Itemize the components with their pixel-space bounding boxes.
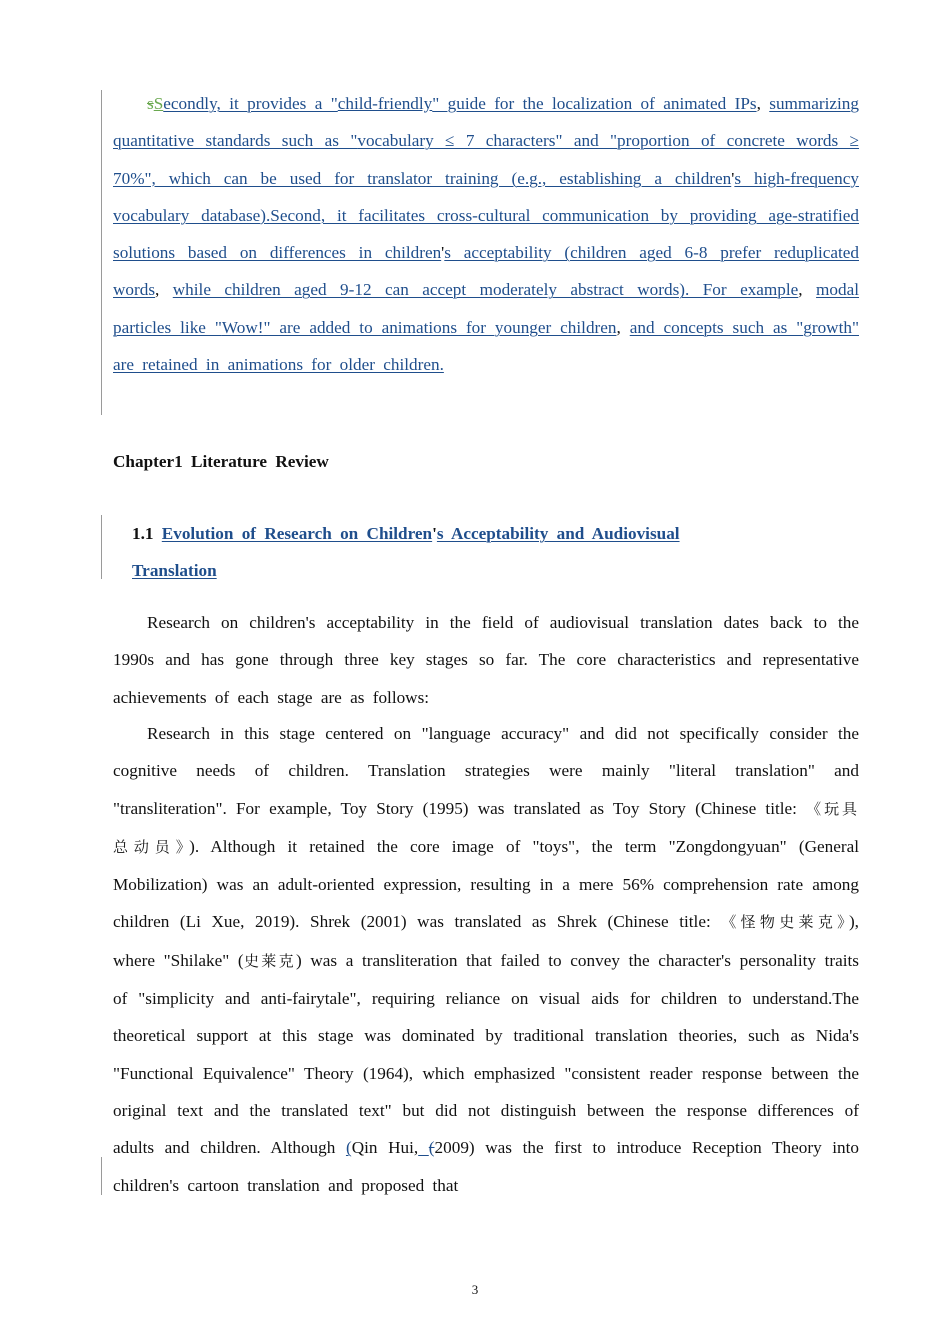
chinese-title: 《怪物史莱克》 (721, 913, 849, 932)
text: child-friendly (337, 94, 433, 113)
text: ), where "Shilake" ( (113, 912, 859, 970)
apostrophe: ' (731, 168, 735, 188)
section-title: s Acceptability and Audiovisual (436, 524, 680, 543)
text: ). Although it retained the core image of "toys", the term "Zongdongyuan" (General Mobilization) was an adult-oriented expression, resulting in a mere 56% comprehension rate among children (Li Xue, 2019). Shrek (2001) was translated as Shrek (Chinese title: (113, 836, 859, 932)
chinese-title: 《玩具总动员》 (113, 799, 859, 856)
change-bar (101, 1157, 102, 1195)
text: , (155, 280, 173, 300)
text: , (756, 94, 770, 113)
section-title: Translation (132, 561, 217, 581)
inserted-text: s acceptability (children aged 6-8 prefer reduplicated words (113, 243, 859, 300)
chapter-heading: Chapter1 Literature Review (113, 452, 329, 471)
body-paragraph[interactable] (113, 715, 859, 1204)
inserted-paren: ( (345, 1138, 352, 1158)
deleted-char: s (147, 94, 154, 113)
text: , (798, 280, 817, 300)
inserted-text: ", which can be used for translator training (e.g., establishing a children (144, 168, 732, 188)
inserted-text: s high-frequency vocabulary database).Second, it facilitates cross-cultural communication by providing age-stratified solutions based on differences in children (113, 168, 859, 263)
inserted-text: growth (803, 317, 852, 337)
inserted-text: vocabulary ≤ 7 characters (357, 131, 556, 151)
section-title: Evolution of Research on Children (161, 524, 433, 543)
deleted-paren: ( (428, 1138, 435, 1158)
inserted-char: S (153, 94, 164, 113)
text: , (616, 317, 630, 337)
apostrophe: ' (432, 524, 437, 543)
inserted-text: while children aged 9-12 can accept moderately abstract words). For example (172, 280, 799, 300)
inserted-text: summarizing quantitative standards such as " (113, 94, 859, 151)
inserted-text: Wow! (221, 317, 264, 337)
inserted-text: " and " (555, 131, 618, 151)
body-paragraph[interactable]: Research on children's acceptability in the field of audiovisual translation dates back to the 1990s and has gone through three key stages so far. The core characteristics and representative achievements of each stage are as follows: (113, 613, 859, 707)
paragraph-tracked-insertion[interactable] (113, 85, 859, 383)
section-heading[interactable] (132, 515, 792, 590)
inserted-text: proportion of concrete words ≥ 70% (113, 131, 860, 188)
section-number: 1.1 (132, 524, 162, 543)
apostrophe: ' (441, 243, 445, 263)
text: 2009) was the first to introduce Reception Theory into children's cartoon translation and proposed that (113, 1138, 860, 1195)
inserted-text: and concepts such as " (629, 317, 804, 337)
text: ) was a transliteration that failed to convey the character's personality traits of "simplicity and anti-fairytale", requiring reliance on visual aids for children to understand.The theoretical support at this stage was dominated by traditional translation theories, such as Nida's "Functional Equivalence" Theory (1964), which emphasized "consistent reader response between the original text and the translated text" but did not distinguish between the response differences of adults and children. Although (113, 950, 859, 1158)
inserted-text: " guide for the localization of animated IPs (432, 94, 757, 113)
change-bar (101, 515, 102, 579)
inserted-text: econdly, it provides a " (163, 94, 338, 113)
change-bar (101, 90, 102, 415)
inserted-text: " are retained in animations for older children. (113, 317, 859, 375)
inserted-text: " are added to animations for younger children (263, 317, 617, 337)
chinese-name: 史莱克 (243, 951, 296, 970)
text: Research in this stage centered on "language accuracy" and did not specifically consider the cognitive needs of children. Translation strategies were mainly "literal translation" and "transliteration". For example, Toy Story (1995) was translated as Toy Story (Chinese title: (113, 724, 859, 818)
inserted-text: modal particles like " (113, 280, 860, 337)
text: Qin Hui, (351, 1138, 419, 1158)
page-number: 3 (471, 1282, 479, 1297)
inserted-space (418, 1138, 429, 1157)
